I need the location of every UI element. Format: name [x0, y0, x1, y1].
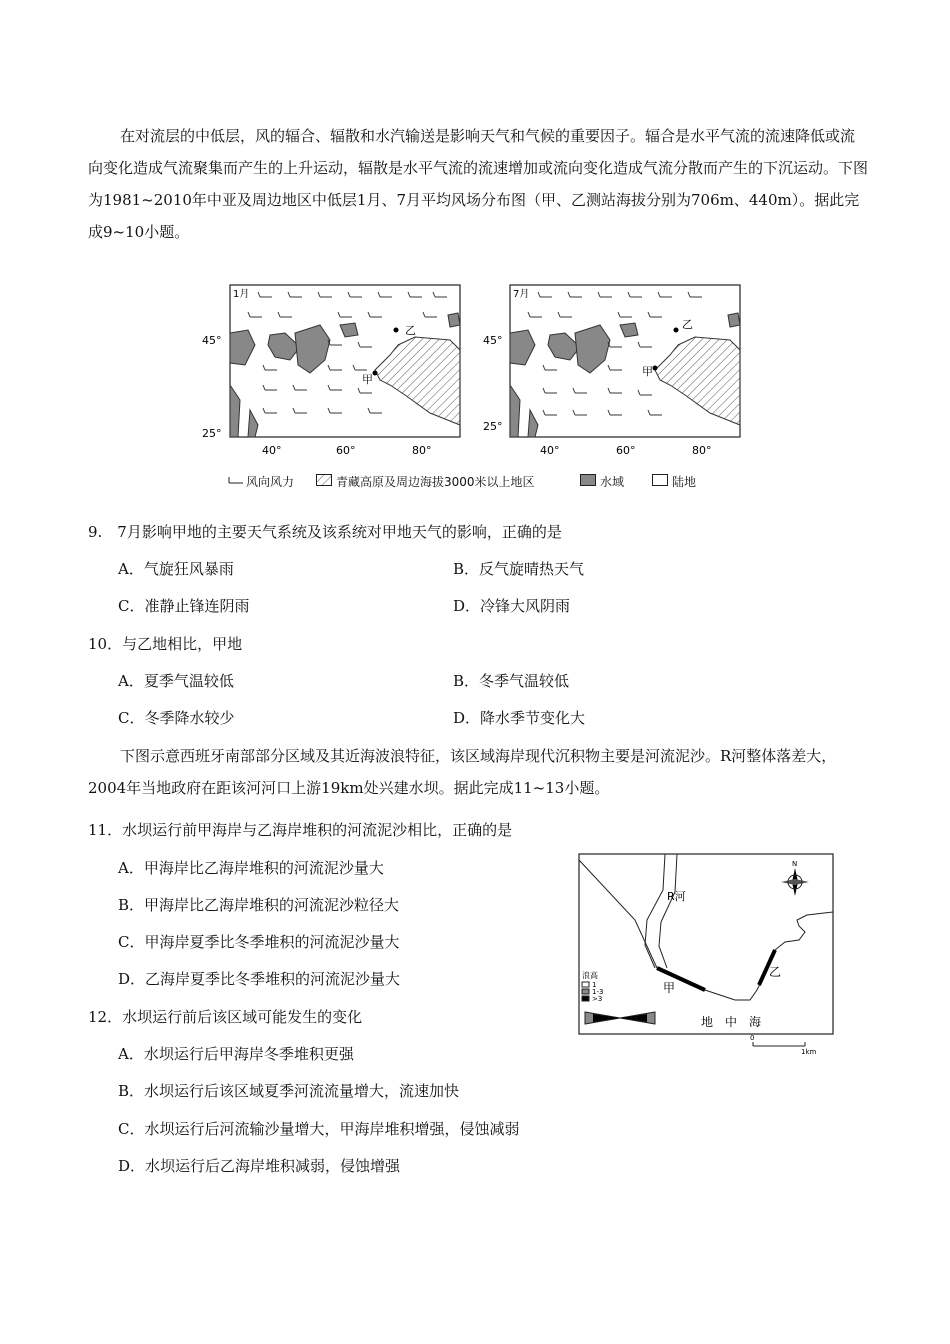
q9-option-b: B．反气旋晴热天气 — [453, 560, 585, 578]
coast-a-label: 甲 — [663, 981, 676, 995]
map-legend — [228, 470, 748, 492]
wind-barb-icon — [228, 475, 244, 485]
lon-80-jul: 80° — [692, 444, 712, 457]
q9-option-d: D．冷锋大风阴雨 — [453, 597, 571, 615]
lat-45-jul: 45° — [483, 334, 503, 347]
lat-25-jul: 25° — [483, 420, 503, 433]
station-b-label-jan: 乙 — [405, 324, 416, 337]
wave-legend-1: 1 — [592, 981, 597, 989]
q9-option-a: A．气旋狂风暴雨 — [118, 560, 234, 578]
plateau-swatch-icon — [316, 474, 332, 486]
lon-60-jan: 60° — [336, 444, 356, 457]
river-label: R河 — [667, 890, 686, 903]
scale-bar — [750, 1034, 817, 1055]
scale-end: 1km — [801, 1048, 817, 1055]
sea-label: 地 中 海 — [701, 1015, 762, 1029]
q12-option-c: C．水坝运行后河流输沙量增大，甲海岸堆积增强，侵蚀减弱 — [118, 1120, 520, 1138]
station-b-label-jul: 乙 — [682, 318, 693, 331]
question-9-stem: 9. 7月影响甲地的主要天气系统及该系统对甲地天气的影响，正确的是 — [88, 523, 562, 541]
q11-option-b: B．甲海岸比乙海岸堆积的河流泥沙粒径大 — [118, 896, 400, 914]
question-12-stem: 12．水坝运行前后该区域可能发生的变化 — [88, 1008, 363, 1026]
jan-map — [230, 285, 460, 437]
jul-map-title: 7月 — [513, 289, 530, 300]
jul-map — [510, 285, 740, 437]
station-a-label-jul: 甲 — [642, 365, 653, 378]
q12-option-d: D．水坝运行后乙海岸堆积减弱，侵蚀增强 — [118, 1157, 401, 1175]
q10-option-a: A．夏季气温较低 — [118, 672, 234, 690]
scale-start: 0 — [750, 1034, 755, 1042]
coast-b-label: 乙 — [769, 965, 782, 979]
water-swatch-icon — [580, 474, 596, 486]
north-label: N — [792, 860, 798, 868]
legend-plateau: 青藏高原及周边海拔3000米以上地区 — [336, 475, 535, 489]
spain-coast-map — [575, 850, 840, 1055]
q12-option-b: B．水坝运行后该区域夏季河流流量增大，流速加快 — [118, 1082, 460, 1100]
q11-option-c: C．甲海岸夏季比冬季堆积的河流泥沙量大 — [118, 933, 400, 951]
wave-legend-title: 浪高 — [582, 971, 598, 980]
lat-25-jan: 25° — [202, 427, 222, 440]
q11-option-a: A．甲海岸比乙海岸堆积的河流泥沙量大 — [118, 859, 384, 877]
wind-field-maps — [200, 280, 760, 465]
station-a-label-jan: 甲 — [362, 373, 373, 386]
intro-paragraph: 在对流层的中低层，风的辐合、辐散和水汽输送是影响天气和气候的重要因子。辐合是水平气流的流速降低或流向变化造成气流聚集而产生的上升运动，辐散是水平气流的流速增加或流向变化造成气流分散而产生的下沉运动。下图为1981~2010年中亚及周边地区中低层1月、7月平均风场分布图（甲、乙测站海拔分别为706m、440m）。据此完成9~10小题。 — [88, 127, 869, 241]
lat-45-jan: 45° — [202, 334, 222, 347]
lon-40-jan: 40° — [262, 444, 282, 457]
wave-legend-3: >3 — [592, 995, 603, 1003]
q11-option-d: D．乙海岸夏季比冬季堆积的河流泥沙量大 — [118, 970, 401, 988]
passage-2: 下图示意西班牙南部部分区域及其近海波浪特征，该区域海岸现代沉积物主要是河流泥沙。R河整体落差大，2004年当地政府在距该河河口上游19km处兴建水坝。据此完成11~13小题。 — [88, 747, 837, 797]
q10-option-c: C．冬季降水较少 — [118, 709, 235, 727]
lon-80-jan: 80° — [412, 444, 432, 457]
legend-wind: 风向风力 — [246, 475, 295, 489]
lon-40-jul: 40° — [540, 444, 560, 457]
jan-map-title: 1月 — [233, 289, 250, 300]
legend-land: 陆地 — [672, 475, 697, 489]
q10-option-d: D．降水季节变化大 — [453, 709, 586, 727]
q12-option-a: A．水坝运行后甲海岸冬季堆积更强 — [118, 1045, 354, 1063]
question-10-stem: 10．与乙地相比，甲地 — [88, 635, 243, 653]
lon-60-jul: 60° — [616, 444, 636, 457]
legend-water: 水域 — [600, 475, 625, 489]
q10-option-b: B．冬季气温较低 — [453, 672, 570, 690]
question-11-stem: 11．水坝运行前甲海岸与乙海岸堆积的河流泥沙相比，正确的是 — [88, 821, 513, 839]
land-swatch-icon — [652, 474, 668, 486]
q9-option-c: C．准静止锋连阴雨 — [118, 597, 250, 615]
wave-legend-2: 1-3 — [592, 988, 604, 996]
